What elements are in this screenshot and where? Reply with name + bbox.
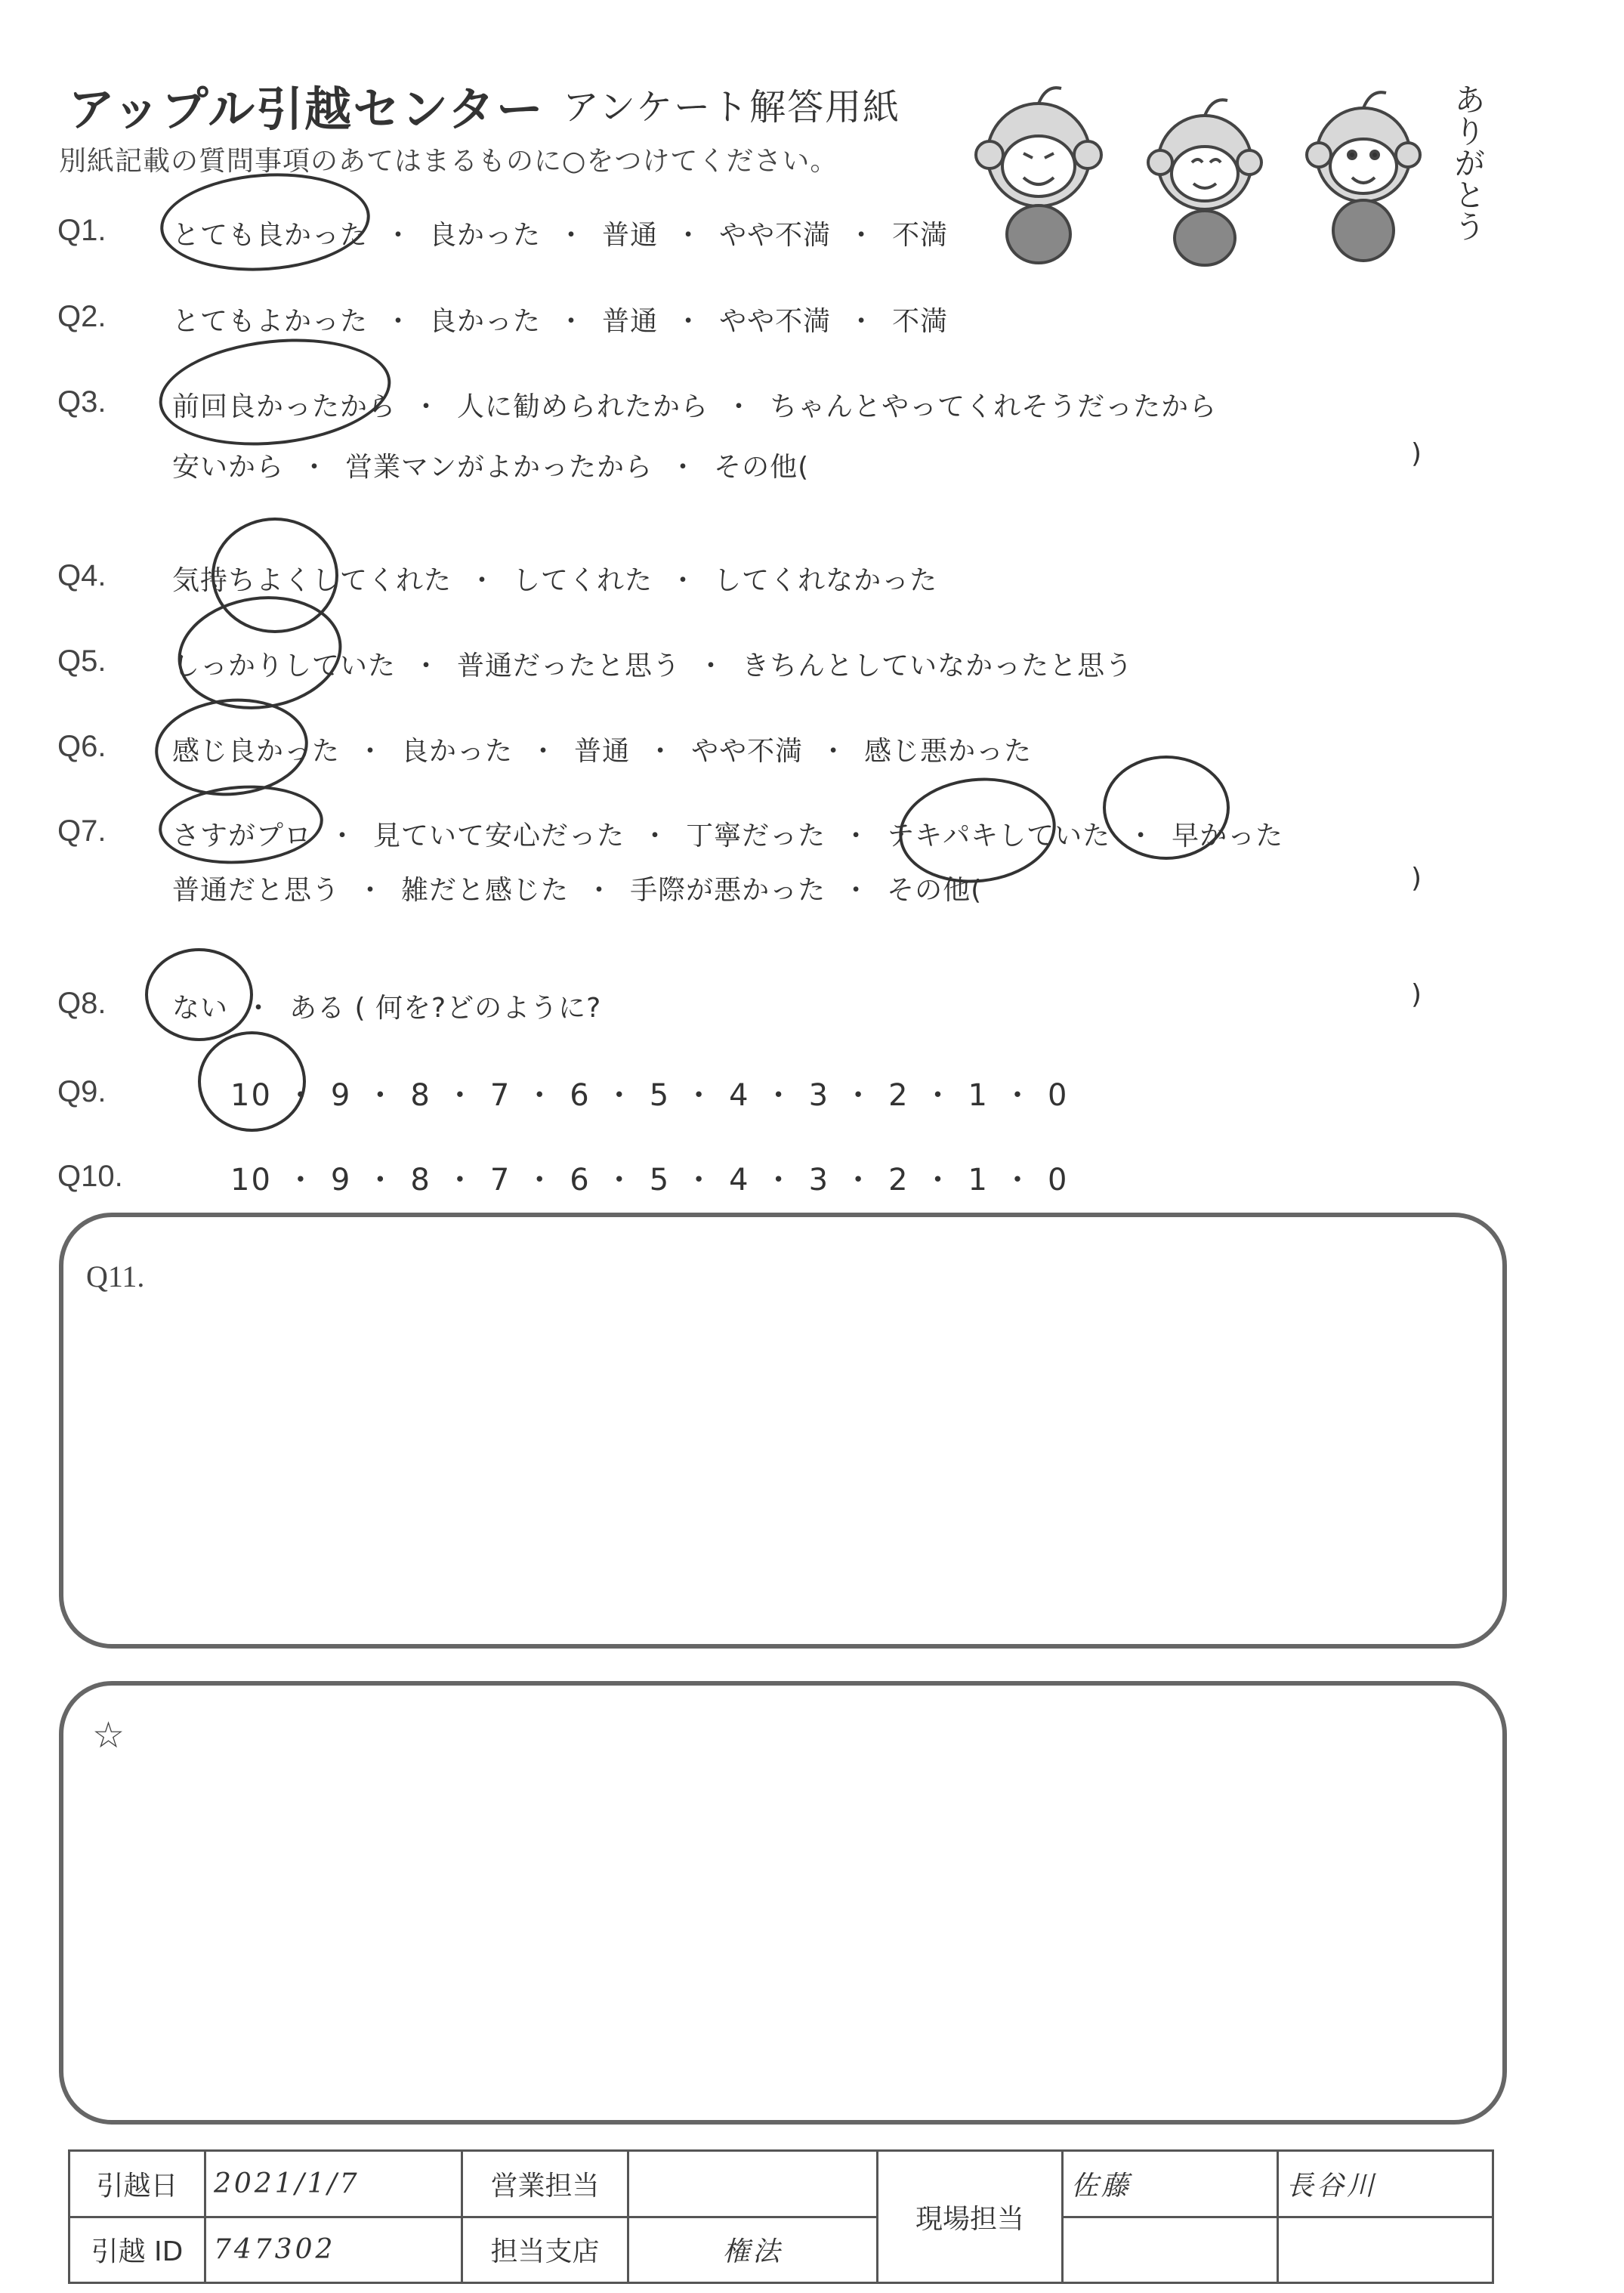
scale-option[interactable]: 3	[808, 1163, 830, 1197]
q5-options: しっかりしていた ・ 普通だったと思う ・ きちんとしていなかったと思う	[172, 651, 1134, 681]
branch-value[interactable]: 権法	[628, 2217, 878, 2283]
option[interactable]: 雑だと感じた	[401, 875, 570, 906]
scale-option[interactable]: 6	[570, 1078, 591, 1113]
option[interactable]: とても良かった	[172, 220, 369, 251]
scale-option[interactable]: 4	[729, 1163, 750, 1197]
form-subtitle: アンケート解答用紙	[563, 86, 901, 128]
option[interactable]: 感じ悪かった	[864, 736, 1033, 767]
answer-circle-mark	[154, 328, 397, 456]
q2-label: Q2.	[57, 300, 107, 333]
option[interactable]: ちゃんとやってくれそうだったから	[770, 391, 1218, 422]
q4-options: 気持ちよくしてくれた ・ してくれた ・ してくれなかった	[172, 565, 938, 596]
q8-close-paren: )	[1411, 979, 1422, 1010]
q6-label: Q6.	[57, 730, 107, 763]
option[interactable]: 良かった	[429, 306, 542, 337]
q7-options-line2: 普通だと思う ・ 雑だと感じた ・ 手際が悪かった ・ その他(	[172, 875, 983, 906]
option[interactable]: きちんとしていなかったと思う	[742, 651, 1134, 681]
star-comment-box[interactable]	[59, 1681, 1507, 2125]
option[interactable]: ない	[172, 993, 229, 1024]
q7-label: Q7.	[57, 814, 107, 848]
option[interactable]: やや不満	[719, 306, 832, 337]
move-date-label: 引越日	[69, 2151, 205, 2217]
q7-close-paren: )	[1411, 863, 1422, 894]
q9-label: Q9.	[57, 1075, 107, 1108]
field-staff-label: 現場担当	[878, 2151, 1063, 2283]
move-id-label: 引越 ID	[69, 2217, 205, 2283]
scale-option[interactable]: 0	[1047, 1078, 1069, 1113]
scale-option[interactable]: 8	[410, 1163, 431, 1197]
q9-scale: 10 ・ 9 ・ 8 ・ 7 ・ 6 ・ 5 ・ 4 ・ 3 ・ 2 ・ 1 ・ 0	[230, 1078, 1069, 1113]
q11-label: Q11.	[86, 1259, 145, 1293]
sales-staff-value[interactable]	[628, 2151, 878, 2217]
option[interactable]: 前回良かったから	[172, 391, 397, 422]
company-title: アップル引越センター	[68, 82, 545, 137]
option[interactable]: やや不満	[719, 220, 832, 251]
scale-option[interactable]: 0	[1047, 1163, 1069, 1197]
answer-circle-mark	[198, 1031, 306, 1132]
option[interactable]: 営業マンがよかったから	[345, 452, 653, 483]
option[interactable]: 普通だと思う	[172, 875, 341, 906]
option[interactable]: その他(	[714, 452, 810, 483]
q7-options-line1: さすがプロ ・ 見ていて安心だった ・ 丁寧だった ・ テキパキしていた ・ 早かった	[172, 820, 1284, 851]
move-date-value[interactable]: 2021/1/7	[205, 2151, 462, 2217]
scale-option[interactable]: 5	[649, 1078, 671, 1113]
option[interactable]: 感じ良かった	[172, 736, 341, 767]
option[interactable]: 不満	[892, 306, 949, 337]
q6-options: 感じ良かった ・ 良かった ・ 普通 ・ やや不満 ・ 感じ悪かった	[172, 736, 1033, 767]
scale-option[interactable]: 1	[968, 1078, 989, 1113]
q3-options-line1: 前回良かったから ・ 人に勧められたから ・ ちゃんとやってくれそうだったから	[172, 391, 1218, 422]
option[interactable]: 人に勧められたから	[457, 391, 709, 422]
option[interactable]: 早かった	[1172, 820, 1284, 851]
q1-options: とても良かった ・ 良かった ・ 普通 ・ やや不満 ・ 不満	[172, 220, 949, 251]
q3-label: Q3.	[57, 385, 107, 419]
option[interactable]: 普通だったと思う	[457, 651, 681, 681]
option[interactable]: 気持ちよくしてくれた	[172, 565, 452, 596]
q8-label: Q8.	[57, 987, 107, 1020]
monkey-mascot-icon	[967, 72, 1458, 268]
scale-option[interactable]: 2	[888, 1078, 909, 1113]
option[interactable]: 見ていて安心だった	[373, 820, 625, 851]
q10-scale: 10 ・ 9 ・ 8 ・ 7 ・ 6 ・ 5 ・ 4 ・ 3 ・ 2 ・ 1 ・ 0	[230, 1163, 1069, 1197]
q3-close-paren: )	[1411, 438, 1422, 469]
option[interactable]: 丁寧だった	[686, 820, 826, 851]
move-id-value[interactable]: 747302	[205, 2217, 462, 2283]
mascot-group	[967, 72, 1458, 268]
scale-option[interactable]: 10	[230, 1078, 272, 1113]
scale-option[interactable]: 9	[330, 1163, 352, 1197]
answer-circle-mark	[157, 166, 373, 277]
field-staff-value-1[interactable]: 佐藤	[1063, 2151, 1278, 2217]
scale-option[interactable]: 2	[888, 1163, 909, 1197]
option[interactable]: 普通	[602, 220, 659, 251]
answer-circle-mark	[1103, 756, 1230, 860]
form-instruction: 別紙記載の質問事項のあてはまるものに○をつけてください。	[59, 146, 838, 177]
scale-option[interactable]: 7	[489, 1078, 511, 1113]
field-staff-value-2[interactable]: 長谷川	[1278, 2151, 1493, 2217]
scale-option[interactable]: 4	[729, 1078, 750, 1113]
option[interactable]: やや不満	[691, 736, 804, 767]
option[interactable]: 普通	[602, 306, 659, 337]
star-icon: ☆	[92, 1714, 125, 1757]
q4-label: Q4.	[57, 559, 107, 592]
option[interactable]: 手際が悪かった	[630, 875, 826, 906]
q1-label: Q1.	[57, 214, 107, 247]
sales-staff-label: 営業担当	[462, 2151, 628, 2217]
q11-comment-box[interactable]	[59, 1213, 1507, 1649]
option[interactable]: 普通	[574, 736, 631, 767]
option[interactable]: さすがプロ	[172, 820, 313, 851]
option[interactable]: 良かった	[429, 220, 542, 251]
option[interactable]: しっかりしていた	[172, 651, 397, 681]
option[interactable]: 安いから	[172, 452, 285, 483]
scale-option[interactable]: 7	[489, 1163, 511, 1197]
option[interactable]: 良かった	[401, 736, 514, 767]
option[interactable]: 不満	[892, 220, 949, 251]
scale-option[interactable]: 8	[410, 1078, 431, 1113]
q10-label: Q10.	[57, 1160, 123, 1193]
scale-option[interactable]: 10	[230, 1163, 272, 1197]
field-staff-empty-cell[interactable]	[1278, 2217, 1493, 2283]
q8-options: ない ・ ある ( 何を?どのように?	[172, 993, 602, 1024]
option[interactable]: テキパキしていた	[887, 820, 1111, 851]
option[interactable]: とてもよかった	[172, 306, 369, 337]
scale-option[interactable]: 9	[330, 1078, 352, 1113]
staff-info-table	[68, 2149, 1494, 2284]
scale-option[interactable]: 3	[808, 1078, 830, 1113]
q2-options: とてもよかった ・ 良かった ・ 普通 ・ やや不満 ・ 不満	[172, 306, 949, 337]
option[interactable]: その他(	[887, 875, 983, 906]
answer-circle-mark	[145, 948, 253, 1041]
option[interactable]: ある ( 何を?どのように?	[289, 993, 602, 1024]
thanks-vertical-text: ありがとう	[1450, 83, 1487, 242]
answer-circle-mark	[156, 780, 326, 870]
scale-option[interactable]: 6	[570, 1163, 591, 1197]
scale-option[interactable]: 5	[649, 1163, 671, 1197]
scale-option[interactable]: 1	[968, 1163, 989, 1197]
branch-label: 担当支店	[462, 2217, 628, 2283]
q5-label: Q5.	[57, 644, 107, 678]
field-staff-empty-cell[interactable]	[1063, 2217, 1278, 2283]
q3-options-line2: 安いから ・ 営業マンがよかったから ・ その他(	[172, 452, 810, 483]
option[interactable]: してくれた	[513, 565, 653, 596]
option[interactable]: してくれなかった	[714, 565, 938, 596]
